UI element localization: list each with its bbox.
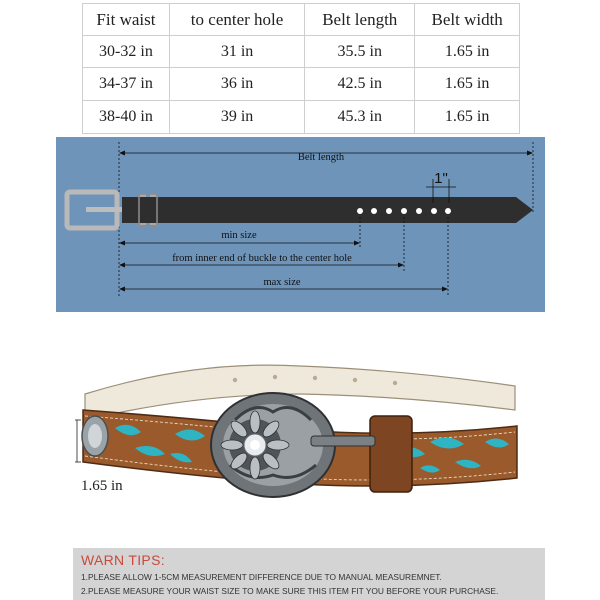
belt-width-label: 1.65 in <box>81 478 123 494</box>
header-center-hole: to center hole <box>169 4 304 36</box>
cell-belt-width: 1.65 in <box>415 36 520 68</box>
table-row <box>83 101 520 134</box>
center-hole-label: from inner end of buckle to the center hole <box>172 253 352 264</box>
concho-icon <box>82 416 108 456</box>
min-size-label: min size <box>221 230 257 241</box>
cell-belt-length: 42.5 in <box>305 68 415 101</box>
table-header-row <box>83 4 520 36</box>
cell-belt-width: 1.65 in <box>415 101 520 134</box>
table-row <box>83 68 520 101</box>
cell-center-hole: 39 in <box>169 101 304 134</box>
header-fit-waist: Fit waist <box>83 4 170 36</box>
cell-belt-width: 1.65 in <box>415 68 520 101</box>
belt-strap <box>122 197 533 223</box>
cell-fit-waist: 34-37 in <box>83 68 170 101</box>
belt-keeper <box>370 416 412 492</box>
table-row <box>83 36 520 68</box>
cell-fit-waist: 38-40 in <box>83 101 170 134</box>
header-belt-length: Belt length <box>305 4 415 36</box>
hole-spacing-label: 1" <box>434 170 448 187</box>
belt-photo <box>75 350 525 500</box>
warn-tips-title: WARN TIPS: <box>81 552 165 568</box>
warn-tips-box <box>73 548 545 600</box>
cell-belt-length: 35.5 in <box>305 36 415 68</box>
belt-measurement-diagram <box>56 137 545 312</box>
header-belt-width: Belt width <box>415 4 520 36</box>
cell-center-hole: 36 in <box>169 68 304 101</box>
warn-tip-line: 1.PLEASE ALLOW 1-5CM MEASUREMENT DIFFERENCE DUE TO MANUAL MEASUREMNET. <box>81 572 442 582</box>
width-indicator <box>75 420 81 462</box>
cell-fit-waist: 30-32 in <box>83 36 170 68</box>
size-table <box>82 3 520 134</box>
cell-center-hole: 31 in <box>169 36 304 68</box>
belt-length-label: Belt length <box>297 152 345 163</box>
warn-tip-line: 2.PLEASE MEASURE YOUR WAIST SIZE TO MAKE SURE THIS ITEM FIT YOU BEFORE YOUR PURCHASE. <box>81 586 499 596</box>
max-size-label: max size <box>263 277 301 288</box>
cell-belt-length: 45.3 in <box>305 101 415 134</box>
